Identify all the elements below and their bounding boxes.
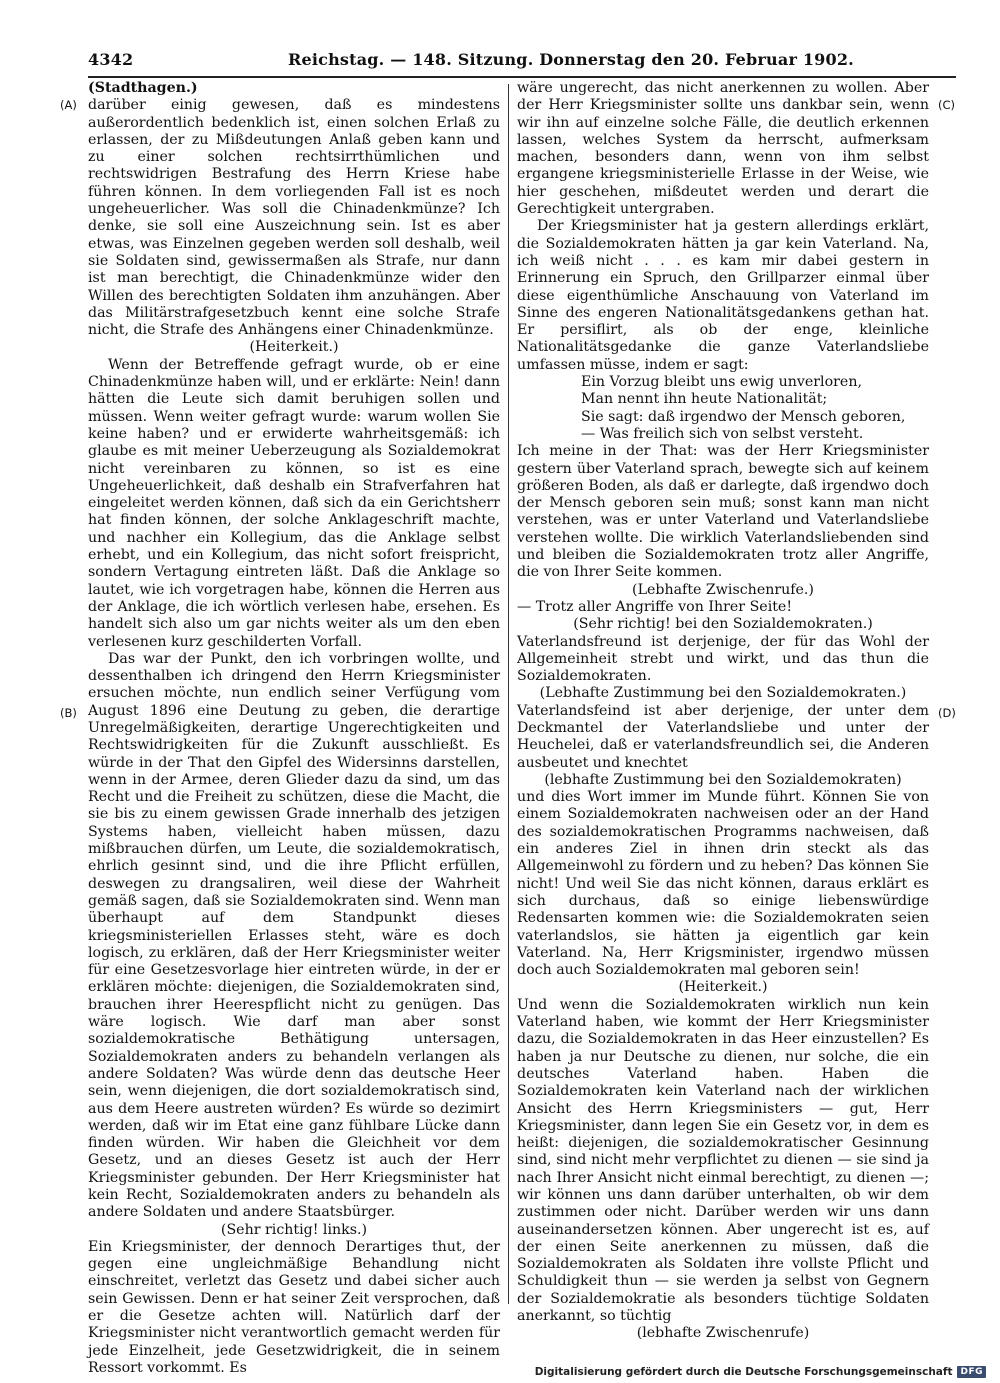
right-column bbox=[517, 80, 929, 1342]
verse-line: Ein Vorzug bleibt uns ewig unverloren, bbox=[581, 374, 862, 391]
paragraph: Der Kriegsminister hat ja gestern allerdings erklärt, die Sozialdemokraten hätten ja gar kein Vaterland. Na, ich weiß nicht . . . es kam mir dabei gestern in Erinnerung ein Spruch, den Grillparzer einmal über diese eigenthümliche Anschauung von Vaterland im Sinne des engeren Nationalitätsgedankens gethan hat. Er persiflirt, als ob der enge, kleinliche Nationalitätsgedanke die ganze Vaterlandsliebe umfassen müsse, indem er sagt: bbox=[517, 218, 929, 373]
paragraph: Vaterlandsfeind ist aber derjenige, der unter dem Deckmantel der Vaterlandsliebe und unter der Heuchelei, daß er vaterlandsfreundlich sei, die Anderen ausbeutet und knechtet bbox=[517, 702, 929, 771]
interjection: (lebhafte Zwischenrufe) bbox=[636, 1325, 810, 1342]
paragraph: Das war der Punkt, den ich vorbringen wollte, und dessenthalben ich dringend den Herrn Kriegsminister ersuchen möchte, nun endlich seiner Verfügung vom August 1896 eine Deutung zu geben, die derartige Unregelmäßigkeiten, derartige Ungerechtigkeiten und Rechtswidrigkeiten für die Zukunft ausschließt. Es würde in der That den Gipfel des Widersinns darstellen, wenn in der Armee, deren Glieder dazu da sind, um das Recht und die Freiheit zu schützen, diese die Macht, die sie bis zu einem gewissen Grade innerhalb des jetzigen Systems haben, vielleicht haben müssen, dazu mißbrauchen dürfen, um Leute, die sozialdemokratisch, ehrlich gesinnt sind, und die ihre Pflicht erfüllen, deswegen zu drangsaliren, weil diese der Wahrheit gemäß sagen, daß sie Sozialdemokraten sind. Wenn man überhaupt auf dem Standpunkt dieses kriegsministeriellen Erlasses steht, wäre es doch logisch, zu erklären, daß der Herr Kriegsminister weiter für eine Gesetzesvorlage hier eintreten würde, in der er erklären möchte: diejenigen, die Sozialdemokraten sind, brauchen ihrer Heerespflicht nicht zu genügen. Das wäre logisch. Wie darf man aber sonst sozialdemokratische Bethätigung untersagen, Sozialdemokraten anders zu behandeln verlangen als andere Soldaten? Was würde denn das deutsche Heer sein, wenn diejenigen, die dort sozialdemokratisch sind, aus dem Heere austreten würden? Es würde so dezimirt werden, daß wir im Etat eine ganz fühlbare Lücke dann finden würden. Wir haben die Gleichheit vor dem Gesetz, und an dieses Gesetz ist auch der Herr Kriegsminister gebunden. Der Herr Kriegsminister hat kein Recht, Sozialdemokraten anders zu behandeln als andere Soldaten und andere Staatsbürger. bbox=[88, 650, 500, 1221]
paragraph: — Trotz aller Angriffe von Ihrer Seite! bbox=[517, 598, 793, 615]
digitization-credit bbox=[535, 1366, 986, 1378]
credit-text: Digitalisierung gefördert durch die Deutsche Forschungsgemeinschaft bbox=[534, 1366, 953, 1378]
paragraph: darüber einig gewesen, daß es mindestens außerordentlich bedenklich ist, einen solchen Erlaß zu erlassen, der zu Mißdeutungen Anlaß geben kann und zu einer solchen rechtsirrthümlichen und rechtswidrigen Bestrafung des Herrn Kriese habe führen können. In dem vorliegenden Fall ist es noch ungeheuerlicher. Was soll die Chinadenkmünze? Ich denke, sie soll eine Auszeichnung sein. Ist es aber etwas, was Einzelnen gegeben werden soll deshalb, weil sie Soldaten sind, gewissermaßen als Strafe, nur dann ist man berechtigt, die Chinadenkmünze wider den Willen des berechtigten Soldaten ihm anzuhängen. Aber das Militärstrafgesetzbuch kennt eine solche Strafe nicht, die Strafe des Anhängens einer Chinadenkmünze. bbox=[88, 97, 500, 339]
running-title: Reichstag. — 148. Sitzung. Donnerstag den 20. Februar 1902. bbox=[288, 50, 854, 69]
header-rule bbox=[88, 76, 956, 78]
interjection: (Sehr richtig! links.) bbox=[220, 1221, 368, 1238]
paragraph: Ein Kriegsminister, der dennoch Derartiges thut, der gegen eine ungleichmäßige Behandlung nicht einschreitet, verletzt das Gesetz und dabei sicher auch sein Gewissen. Denn er hat seiner Zeit versprochen, daß er die Gesetze achten will. Natürlich darf der Kriegsminister nicht verantwortlich gemacht werden für jede Einzelheit, jede Gesetzwidrigkeit, die in seinem Ressort vorkommt. Es bbox=[88, 1238, 500, 1376]
paragraph: Vaterlandsfreund ist derjenige, der für das Wohl der Allgemeinheit strebt und wirkt, und das thun die Sozialdemokraten. bbox=[517, 633, 929, 685]
column-divider bbox=[508, 84, 509, 1304]
paragraph: Ich meine in der That: was der Herr Kriegsminister gestern über Vaterland sprach, bewegte sich auf keinem größeren Boden, als daß er darlegte, daß irgendwo doch der Mensch geboren sein muß; sonst kann man nicht verstehen, was er unter Vaterland und Vaterlandsliebe verstehen wollte. Die wirklich Vaterlandsliebenden sind und bleiben die Sozialdemokraten trotz aller Angriffe, die von Ihrer Seite kommen. bbox=[517, 443, 929, 581]
left-column bbox=[88, 80, 500, 1376]
paragraph: Wenn der Betreffende gefragt wurde, ob er eine Chinadenkmünze haben will, und er erklärte: Nein! dann hätten die Leute sich damit beruhigen sollen und müssen. Wenn weiter gefragt wurde: warum wollen Sie keine haben? und er erwiderte wahrheitsgemäß: ich glaube es mit meiner Ueberzeugung als Sozialdemokrat nicht vereinbaren zu können, so ist es eine Ungeheuerlichkeit, daß deshalb ein Strafverfahren hat eingeleitet werden können, daß sich da ein Gerichtsherr hat finden können, der solche Anklageschrift machte, und nachher ein Kollegium, das die Anklage selbst erhebt, und ein Kollegium, das nicht sofort freispricht, sondern Vertagung eintreten läßt. Daß die Anklage so lautet, wie ich vorgetragen habe, können die Herren aus der Anklage, die ich wörtlich verlesen habe, ersehen. Es handelt sich also um gar nichts weiter als um den eben verlesenen kurz geschilderten Vorfall. bbox=[88, 356, 500, 650]
interjection: (Lebhafte Zwischenrufe.) bbox=[632, 581, 814, 598]
dfg-logo: DFG bbox=[957, 1366, 986, 1378]
paragraph: und dies Wort immer im Munde führt. Können Sie von einem Sozialdemokraten nachweisen oder an der Hand des sozialdemokratischen Programms nachweisen, daß ein anderes Ziel in ihnen drin steckt als das Allgemeinwohl zu fördern und zu heben? Das können Sie nicht! Und weil Sie das nicht können, daraus erklärt es sich durchaus, daß so einige liebenswürdige Redensarten kommen wie: die Sozialdemokraten seien vaterlandslos, sie hätten ja eigentlich gar kein Vaterland. Na, Herr Krigsminister, irgendwo müssen doch auch Sozialdemokraten mal geboren sein! bbox=[517, 789, 929, 979]
verse-line: Sie sagt: daß irgendwo der Mensch geboren, bbox=[581, 408, 906, 425]
speaker-name: (Stadthagen.) bbox=[88, 80, 198, 96]
paragraph: Und wenn die Sozialdemokraten wirklich nun kein Vaterland haben, wie kommt der Herr Kriegsminister dazu, die Sozialdemokraten in das Heer einzustellen? Es haben ja nur Deutsche zu dienen, nur solche, die ein deutsches Vaterland haben. Haben die Sozialdemokraten kein Vaterland nach der wirklichen Ansicht des Herrn Kriegsministers — gut, Herr Kriegsminister, dann legen Sie ein Gesetz vor, in dem es heißt: diejenigen, die sozialdemokratischer Gesinnung sind, sind nicht mehr verpflichtet zu dienen — sie sind ja nach Ihrer Ansicht nicht einmal berechtigt, zu dienen —; wir können uns dann darüber unterhalten, ob wir dem zustimmen oder nicht. Darüber werden wir uns dann auseinandersetzen können. Aber ungerecht ist es, auf der einen Seite anerkennen zu müssen, daß die Sozialdemokraten als Soldaten ihre vollste Pflicht und Schuldigkeit thun — sie werden ja selbst von Gegnern der Sozialdemokratie als besonders tüchtige Soldaten anerkannt, so tüchtig bbox=[517, 996, 929, 1325]
interjection: (lebhafte Zustimmung bei den Sozialdemokraten) bbox=[544, 771, 902, 788]
margin-mark-b: (B) bbox=[60, 706, 77, 720]
interjection: (Heiterkeit.) bbox=[249, 339, 339, 356]
interjection: (Lebhafte Zustimmung bei den Sozialdemokraten.) bbox=[539, 685, 907, 702]
margin-mark-d: (D) bbox=[938, 706, 956, 720]
verse-line: Man nennt ihn heute Nationalität; bbox=[581, 391, 828, 408]
margin-mark-c: (C) bbox=[938, 98, 956, 112]
margin-mark-a: (A) bbox=[60, 98, 77, 112]
page-number: 4342 bbox=[88, 50, 134, 69]
page-header bbox=[88, 50, 1000, 74]
paragraph: wäre ungerecht, das nicht anerkennen zu wollen. Aber der Herr Kriegsminister sollte uns dankbar sein, wenn wir ihn auf einzelne solche Fälle, die deutlich erkennen lassen, welches System da herrscht, aufmerksam machen, besonders dann, wenn von ihm selbst ergangene kriegsministerielle Erlasse in der Weise, wie hier geschehen, mißdeutet werden und derart die Gerechtigkeit untergraben. bbox=[517, 80, 929, 218]
interjection: (Heiterkeit.) bbox=[678, 979, 768, 996]
interjection: (Sehr richtig! bei den Sozialdemokraten.) bbox=[573, 616, 873, 633]
verse-line: — Was freilich sich von selbst versteht. bbox=[581, 425, 864, 442]
